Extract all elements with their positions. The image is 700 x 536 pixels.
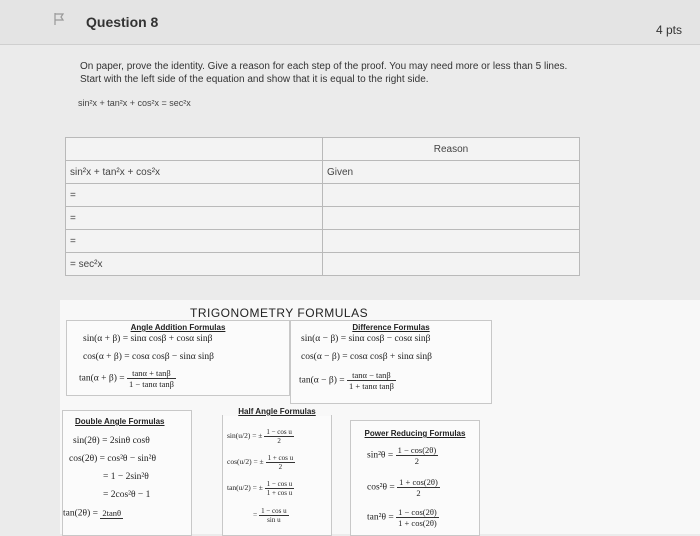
statement-cell[interactable]: = <box>66 207 323 230</box>
power-sin-formula <box>367 445 438 466</box>
power-sin-denominator: 2 <box>414 456 420 466</box>
half-tan-alt-numerator: 1 − cos u <box>261 507 287 515</box>
difference-sin-formula: sin(α − β) = sinα cosβ − cosα sinβ <box>301 334 431 344</box>
reason-header: Reason <box>322 138 579 161</box>
half-tan-alt-formula <box>253 507 289 524</box>
table-row <box>66 230 580 253</box>
statement-cell[interactable]: = <box>66 230 323 253</box>
half-tan-numerator: 1 − cos u <box>266 480 293 488</box>
addition-cos-formula: cos(α + β) = cosα cosβ − sinα sinβ <box>83 352 214 362</box>
double-angle-title: Double Angle Formulas <box>75 417 165 426</box>
half-cos-denominator: 2 <box>278 463 283 471</box>
power-reducing-title: Power Reducing Formulas <box>364 429 466 438</box>
prompt-line-2: Start with the left side of the equation and show that it is equal to the right side. <box>80 74 429 85</box>
addition-tan-formula <box>79 368 176 389</box>
half-cos-numerator: 1 + cos u <box>267 454 294 462</box>
double-cos-alt-2: = 2cos²θ − 1 <box>103 490 151 500</box>
addition-tan-denominator: 1 − tanα tanβ <box>128 379 174 389</box>
double-angle-box <box>62 410 192 536</box>
half-tan-formula <box>227 480 294 497</box>
half-tan-lhs: tan(u/2) = ± <box>227 483 263 493</box>
reason-cell[interactable] <box>322 207 579 230</box>
addition-sin-formula: sin(α + β) = sinα cosβ + cosα sinβ <box>83 334 213 344</box>
prompt-line-1: On paper, prove the identity. Give a reason for each step of the proof. You may need more or less than 5 lines. <box>80 61 568 72</box>
half-tan-alt-fraction <box>259 507 289 524</box>
question-points: 4 pts <box>655 23 682 37</box>
question-prompt <box>80 60 680 86</box>
double-tan-fraction <box>100 508 123 519</box>
table-row <box>66 184 580 207</box>
double-tan-formula <box>63 508 123 519</box>
half-angle-box <box>222 407 332 536</box>
angle-addition-box <box>66 320 290 396</box>
half-tan-alt-lhs: = <box>253 510 258 520</box>
addition-tan-fraction <box>127 368 176 389</box>
power-cos-formula <box>367 477 440 498</box>
difference-box <box>290 320 492 404</box>
half-sin-fraction <box>264 428 294 445</box>
power-cos-fraction <box>397 477 440 498</box>
formula-sheet-title: TRIGONOMETRY FORMULAS <box>190 306 369 320</box>
addition-tan-lhs: tan(α + β) = <box>79 373 125 384</box>
statement-header-cell <box>66 138 323 161</box>
table-row <box>66 138 580 161</box>
statement-cell[interactable]: = sec²x <box>66 253 323 276</box>
double-sin-formula: sin(2θ) = 2sinθ cosθ <box>73 436 150 446</box>
half-tan-alt-denominator: sin u <box>267 516 281 524</box>
power-tan-numerator: 1 − cos(2θ) <box>398 507 437 517</box>
half-sin-lhs: sin(u/2) = ± <box>227 431 263 441</box>
difference-title: Difference Formulas <box>352 323 430 332</box>
question-header <box>0 0 700 45</box>
half-tan-fraction <box>265 480 295 497</box>
difference-tan-denominator: 1 + tanα tanβ <box>348 381 394 391</box>
power-cos-numerator: 1 + cos(2θ) <box>399 477 438 487</box>
power-reducing-box <box>350 420 480 536</box>
power-tan-fraction <box>396 507 439 528</box>
statement-cell[interactable]: = <box>66 184 323 207</box>
double-cos-alt-1: = 1 − 2sin²θ <box>103 472 149 482</box>
statement-cell[interactable]: sin²x + tan²x + cos²x <box>66 161 323 184</box>
double-tan-numerator: 2tanθ <box>102 508 122 518</box>
power-tan-lhs: tan²θ = <box>367 512 394 523</box>
question-title: Question 8 <box>86 14 159 30</box>
addition-tan-numerator: tanα + tanβ <box>127 368 176 379</box>
flag-icon[interactable] <box>52 12 66 26</box>
half-sin-denominator: 2 <box>277 437 281 445</box>
difference-tan-formula <box>299 370 396 391</box>
half-sin-formula <box>227 428 294 445</box>
power-tan-formula <box>367 507 439 528</box>
half-angle-title: Half Angle Formulas <box>223 407 331 416</box>
half-cos-fraction <box>266 454 296 471</box>
angle-addition-title: Angle Addition Formulas <box>130 323 226 332</box>
reason-cell[interactable]: Given <box>322 161 579 184</box>
half-cos-lhs: cos(u/2) = ± <box>227 457 264 467</box>
difference-tan-fraction <box>347 370 396 391</box>
power-cos-denominator: 2 <box>416 488 421 498</box>
table-row <box>66 161 580 184</box>
identity-statement: sin²x + tan²x + cos²x = sec²x <box>78 98 191 108</box>
power-sin-lhs: sin²θ = <box>367 450 394 461</box>
power-sin-fraction <box>396 445 439 466</box>
half-sin-numerator: 1 − cos u <box>266 428 292 436</box>
power-cos-lhs: cos²θ = <box>367 482 395 493</box>
reason-cell[interactable] <box>322 184 579 207</box>
table-row <box>66 207 580 230</box>
proof-table <box>65 137 580 276</box>
difference-tan-numerator: tanα − tanβ <box>347 370 396 381</box>
half-cos-formula <box>227 454 295 471</box>
difference-tan-lhs: tan(α − β) = <box>299 375 345 386</box>
table-row <box>66 253 580 276</box>
difference-cos-formula: cos(α − β) = cosα cosβ + sinα sinβ <box>301 352 432 362</box>
reason-cell[interactable] <box>322 230 579 253</box>
reason-cell[interactable] <box>322 253 579 276</box>
double-tan-lhs: tan(2θ) = <box>63 508 98 519</box>
power-tan-denominator: 1 + cos(2θ) <box>398 518 437 528</box>
double-cos-formula: cos(2θ) = cos²θ − sin²θ <box>69 454 157 464</box>
power-sin-numerator: 1 − cos(2θ) <box>397 445 437 455</box>
half-tan-denominator: 1 + cos u <box>266 489 293 497</box>
